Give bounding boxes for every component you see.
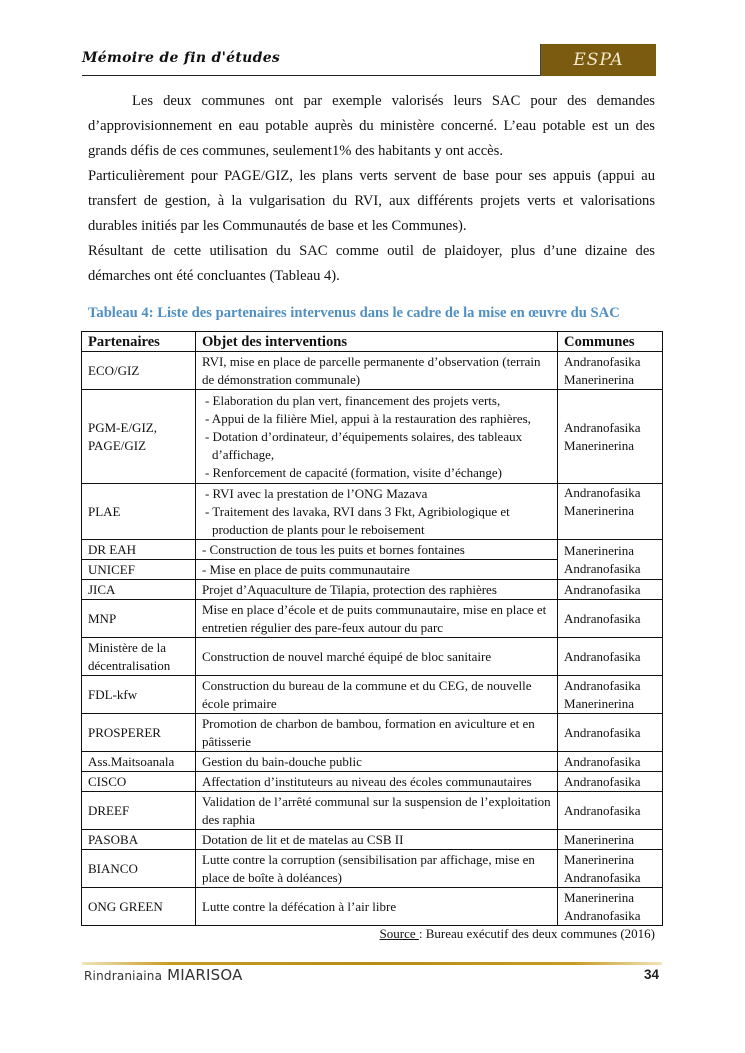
commune-name: Manerinerina — [564, 542, 635, 558]
cell-communes: Andranofasika — [558, 580, 663, 600]
page-header — [82, 44, 656, 76]
table-row — [82, 772, 663, 792]
column-header-objet: Objet des interventions — [195, 332, 557, 352]
cell-communes: Andranofasika — [558, 772, 663, 792]
cell-objet: - Construction de tous les puits et bornes fontaines — [195, 540, 557, 560]
cell-partenaire: PROSPERER — [82, 714, 196, 752]
cell-partenaire: ECO/GIZ — [82, 352, 196, 390]
cell-communes: Andranofasika — [558, 792, 663, 830]
cell-communes — [558, 850, 663, 888]
commune-name: Manerinerina — [564, 503, 635, 518]
objet-item: - RVI avec la prestation de l’ONG Mazava — [204, 485, 428, 501]
table-header-row — [82, 332, 663, 352]
cell-partenaire: Ministère de la décentralisation — [82, 638, 196, 676]
table-row — [82, 484, 663, 540]
commune-name: Manerinerina — [564, 695, 635, 711]
cell-communes: Manerinerina — [558, 830, 663, 850]
table-row — [82, 850, 663, 888]
author-first-name: Rindraniaina — [84, 969, 163, 983]
commune-name: Andranofasika — [564, 907, 641, 923]
cell-partenaire: UNICEF — [82, 560, 196, 580]
cell-communes — [558, 676, 663, 714]
table-row — [82, 676, 663, 714]
paragraph-2: Particulièrement pour PAGE/GIZ, les plans verts servent de base pour ses appuis (appui au transfert de gestion, à la vulgarisation du RVI, aux différents projets verts et valorisations durables initiés par les Communautés de base et les Communes). — [88, 168, 655, 234]
cell-objet: - Mise en place de puits communautaire — [195, 560, 557, 580]
table-row — [82, 638, 663, 676]
table-caption: Tableau 4: Liste des partenaires intervenus dans le cadre de la mise en œuvre du SAC — [88, 305, 620, 321]
table-row — [82, 714, 663, 752]
cell-partenaire: PLAE — [82, 484, 196, 540]
cell-objet: RVI, mise en place de parcelle permanente d’observation (terrain de démonstration communale) — [195, 352, 557, 390]
objet-item: - Traitement des lavaka, RVI dans 3 Fkt, Agribiologique et production de plants pour le reboisement — [204, 503, 510, 537]
paragraph-3: Résultant de cette utilisation du SAC comme outil de plaidoyer, plus d’une dizaine des démarches ont été concluantes (Tableau 4). — [88, 243, 655, 284]
cell-objet: Validation de l’arrêté communal sur la suspension de l’exploitation des raphia — [195, 792, 557, 830]
cell-partenaire: ONG GREEN — [82, 888, 196, 926]
table-row — [82, 792, 663, 830]
paragraph-1: Les deux communes ont par exemple valorisés leurs SAC pour des demandes d’approvisionnement en eau potable auprès du ministère concerné. L’eau potable est un des grands défis de ces communes, seulement1% des habitants y ont accès. — [88, 93, 655, 159]
page-number: 34 — [643, 967, 659, 982]
cell-communes — [558, 352, 663, 390]
objet-item: - Dotation d’ordinateur, d’équipements solaires, des tableaux d’affichage, — [204, 428, 523, 462]
partners-table — [81, 331, 663, 926]
cell-communes — [558, 390, 663, 484]
cell-communes: Andranofasika — [558, 600, 663, 638]
table-row — [82, 752, 663, 772]
cell-communes: Andranofasika — [558, 714, 663, 752]
cell-communes — [558, 484, 663, 540]
cell-objet: Affectation d’instituteurs au niveau des écoles communautaires — [195, 772, 557, 792]
cell-communes — [558, 888, 663, 926]
cell-partenaire: DR EAH — [82, 540, 196, 560]
cell-communes — [558, 540, 663, 580]
commune-name: Andranofasika — [564, 869, 641, 885]
commune-name: Andranofasika — [564, 353, 641, 369]
body-text — [88, 89, 655, 289]
commune-name: Andranofasika — [564, 560, 641, 576]
header-rule — [82, 75, 540, 76]
author-last-name: MIARISOA — [167, 966, 243, 984]
table-row — [82, 540, 663, 560]
cell-partenaire: DREEF — [82, 792, 196, 830]
source-text: : Bureau exécutif des deux communes (2016) — [418, 926, 655, 941]
commune-name: Manerinerina — [564, 371, 635, 387]
table-row — [82, 352, 663, 390]
header-title: Mémoire de fin d'études — [82, 50, 281, 66]
cell-partenaire: BIANCO — [82, 850, 196, 888]
cell-objet: Projet d’Aquaculture de Tilapia, protection des raphières — [195, 580, 557, 600]
cell-partenaire: JICA — [82, 580, 196, 600]
table-row — [82, 888, 663, 926]
cell-objet: Lutte contre la corruption (sensibilisation par affichage, mise en place de boîte à doléances) — [195, 850, 557, 888]
commune-name: Andranofasika — [564, 677, 641, 693]
cell-objet: Mise en place d’école et de puits communautaire, mise en place et entretien régulier des pare-feux autour du parc — [195, 600, 557, 638]
cell-objet: Dotation de lit et de matelas au CSB II — [195, 830, 557, 850]
commune-name: Andranofasika — [564, 419, 641, 435]
objet-item: - Elaboration du plan vert, financement des projets verts, — [204, 392, 501, 408]
objet-item: - Renforcement de capacité (formation, visite d’échange) — [204, 464, 502, 480]
footer-author — [84, 966, 243, 984]
cell-partenaire: CISCO — [82, 772, 196, 792]
cell-partenaire: FDL-kfw — [82, 676, 196, 714]
cell-objet: Lutte contre la défécation à l’air libre — [195, 888, 557, 926]
table-row — [82, 600, 663, 638]
cell-partenaire: PASOBA — [82, 830, 196, 850]
source-label: Source — [379, 926, 419, 941]
table-row — [82, 390, 663, 484]
commune-name: Manerinerina — [564, 889, 635, 905]
cell-communes: Andranofasika — [558, 752, 663, 772]
cell-objet: Gestion du bain-douche public — [195, 752, 557, 772]
column-header-communes: Communes — [558, 332, 663, 352]
table-row — [82, 580, 663, 600]
cell-partenaire: PGM-E/GIZ, PAGE/GIZ — [82, 390, 196, 484]
table-row — [82, 830, 663, 850]
cell-objet — [195, 390, 557, 484]
cell-communes: Andranofasika — [558, 638, 663, 676]
cell-partenaire: MNP — [82, 600, 196, 638]
cell-objet — [195, 484, 557, 540]
cell-partenaire: Ass.Maitsoanala — [82, 752, 196, 772]
table-source — [380, 926, 655, 942]
commune-name: Manerinerina — [564, 851, 635, 867]
header-badge: ESPA — [541, 44, 656, 76]
objet-item: - Appui de la filière Miel, appui à la restauration des raphières, — [204, 410, 531, 426]
cell-objet: Promotion de charbon de bambou, formation en aviculture et en pâtisserie — [195, 714, 557, 752]
cell-objet: Construction du bureau de la commune et du CEG, de nouvelle école primaire — [195, 676, 557, 714]
footer-rule — [82, 962, 662, 965]
commune-name: Andranofasika — [564, 485, 641, 500]
cell-objet: Construction de nouvel marché équipé de bloc sanitaire — [195, 638, 557, 676]
commune-name: Manerinerina — [564, 437, 635, 453]
column-header-partenaires: Partenaires — [82, 332, 196, 352]
